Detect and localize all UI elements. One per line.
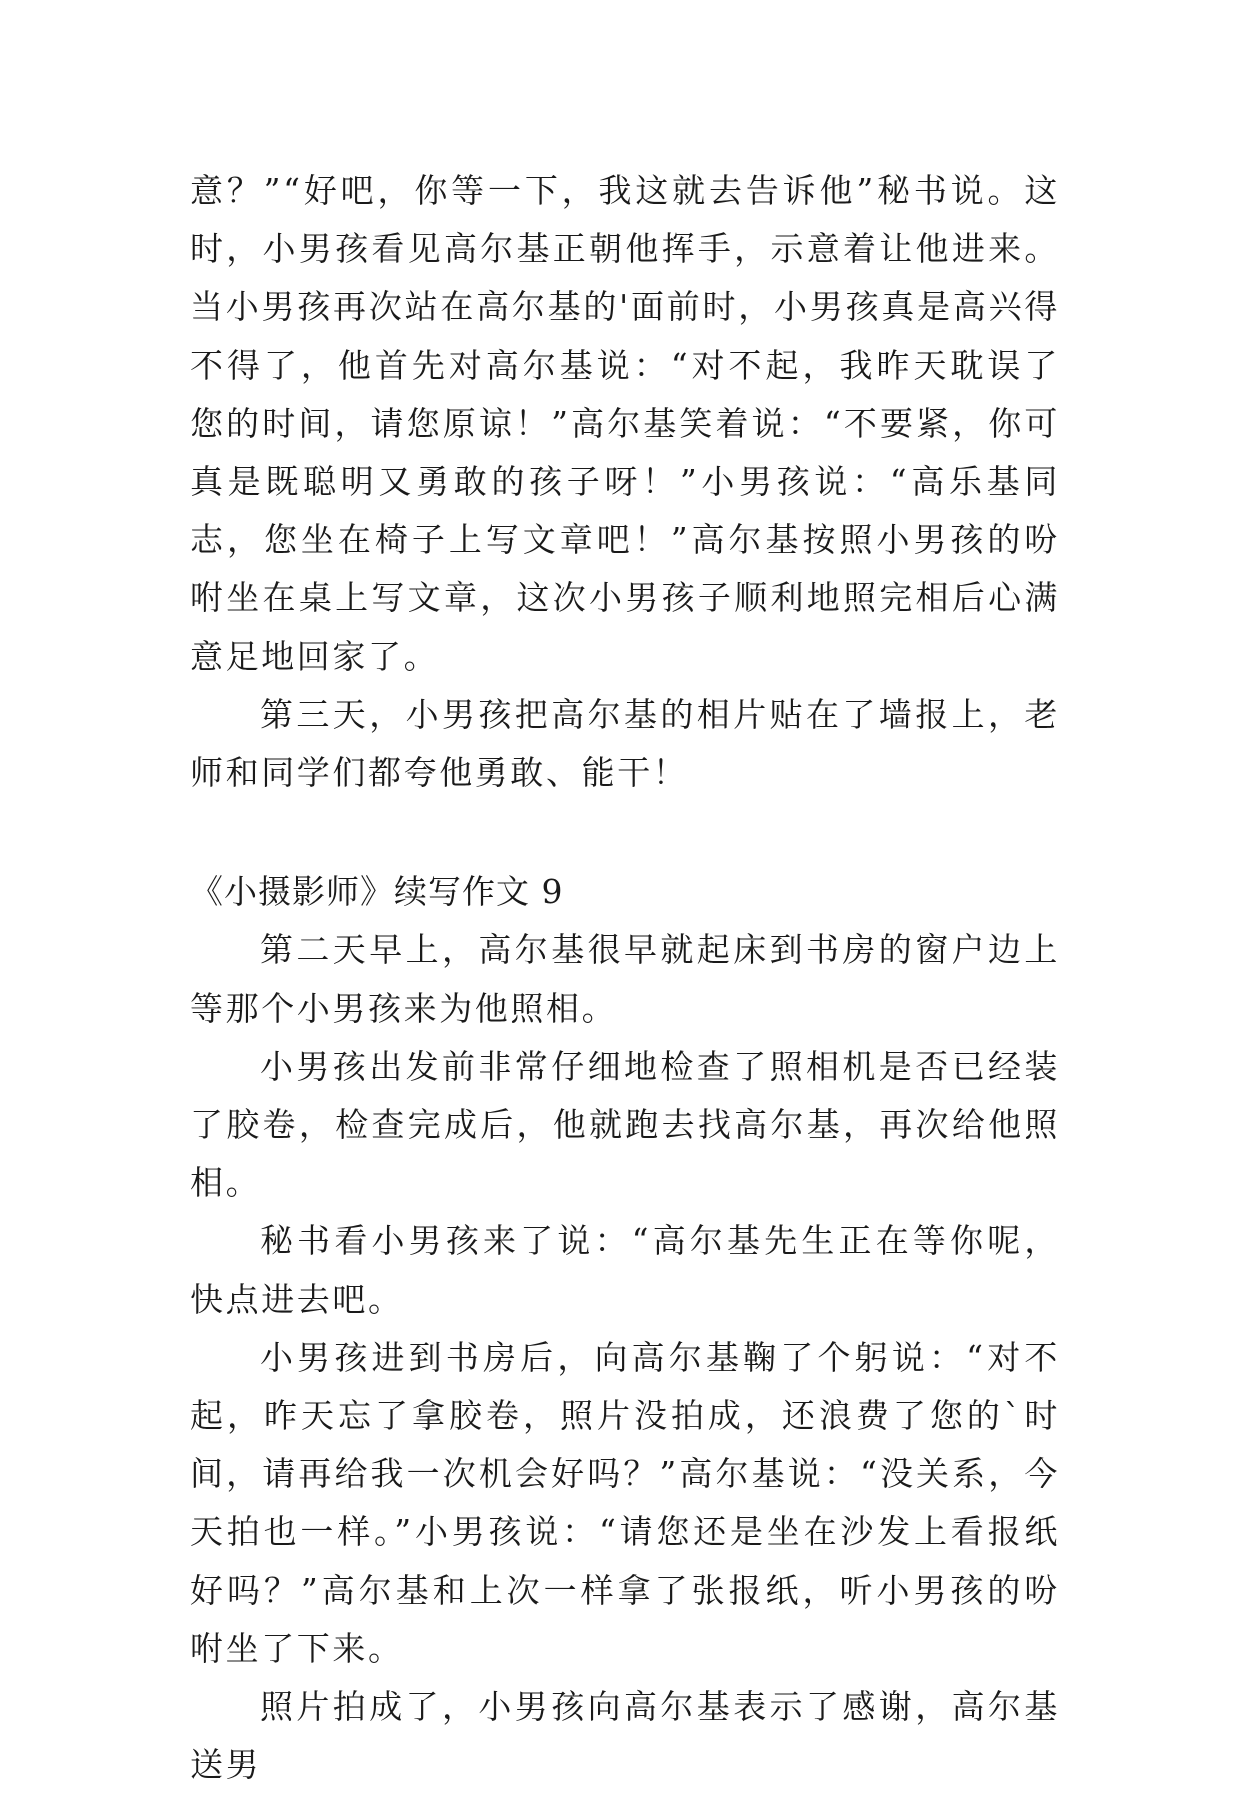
paragraph-study-room: 小男孩进到书房后，向高尔基鞠了个躬说：“对不起，昨天忘了拿胶卷，照片没拍成，还浪费了您的`时间，请再给我一次机会好吗？”高尔基说：“没关系，今天拍也一样。”小男孩说：“请您还是坐在沙发上看报纸好吗？”高尔基和上次一样拿了张报纸，听小男孩的吩咐坐了下来。 [190, 1337, 1060, 1668]
paragraph-morning: 第二天早上，高尔基很早就起床到书房的窗户边上等那个小男孩来为他照相。 [190, 930, 1060, 1028]
paragraph-continuation: 意？”“好吧，你等一下，我这就去告诉他”秘书说。这时，小男孩看见高尔基正朝他挥手，示意着让他进来。当小男孩再次站在高尔基的'面前时，小男孩真是高兴得不得了，他首先对高尔基说：“对不起，我昨天耽误了您的时间，请您原谅！”高尔基笑着说：“不要紧，你可真是既聪明又勇敢的孩子呀！”小男孩说：“高乐基同志，您坐在椅子上写文章吧！”高尔基按照小男孩的吩咐坐在桌上写文章，这次小男孩子顺利地照完相后心满意足地回家了。 [190, 171, 1060, 676]
paragraph-check-camera: 小男孩出发前非常仔细地检查了照相机是否已经装了胶卷，检查完成后，他就跑去找高尔基，再次给他照相。 [190, 1046, 1060, 1203]
paragraph-secretary: 秘书看小男孩来了说：“高尔基先生正在等你呢，快点进去吧。 [190, 1221, 1060, 1319]
document-page [190, 162, 1060, 1794]
paragraph-third-day: 第三天，小男孩把高尔基的相片贴在了墙报上，老师和同学们都夸他勇敢、能干！ [190, 694, 1060, 793]
section-title: 《小摄影师》续写作文 9 [190, 872, 564, 912]
paragraph-photo-done: 照片拍成了，小男孩向高尔基表示了感谢，高尔基送男 [190, 1687, 1060, 1785]
